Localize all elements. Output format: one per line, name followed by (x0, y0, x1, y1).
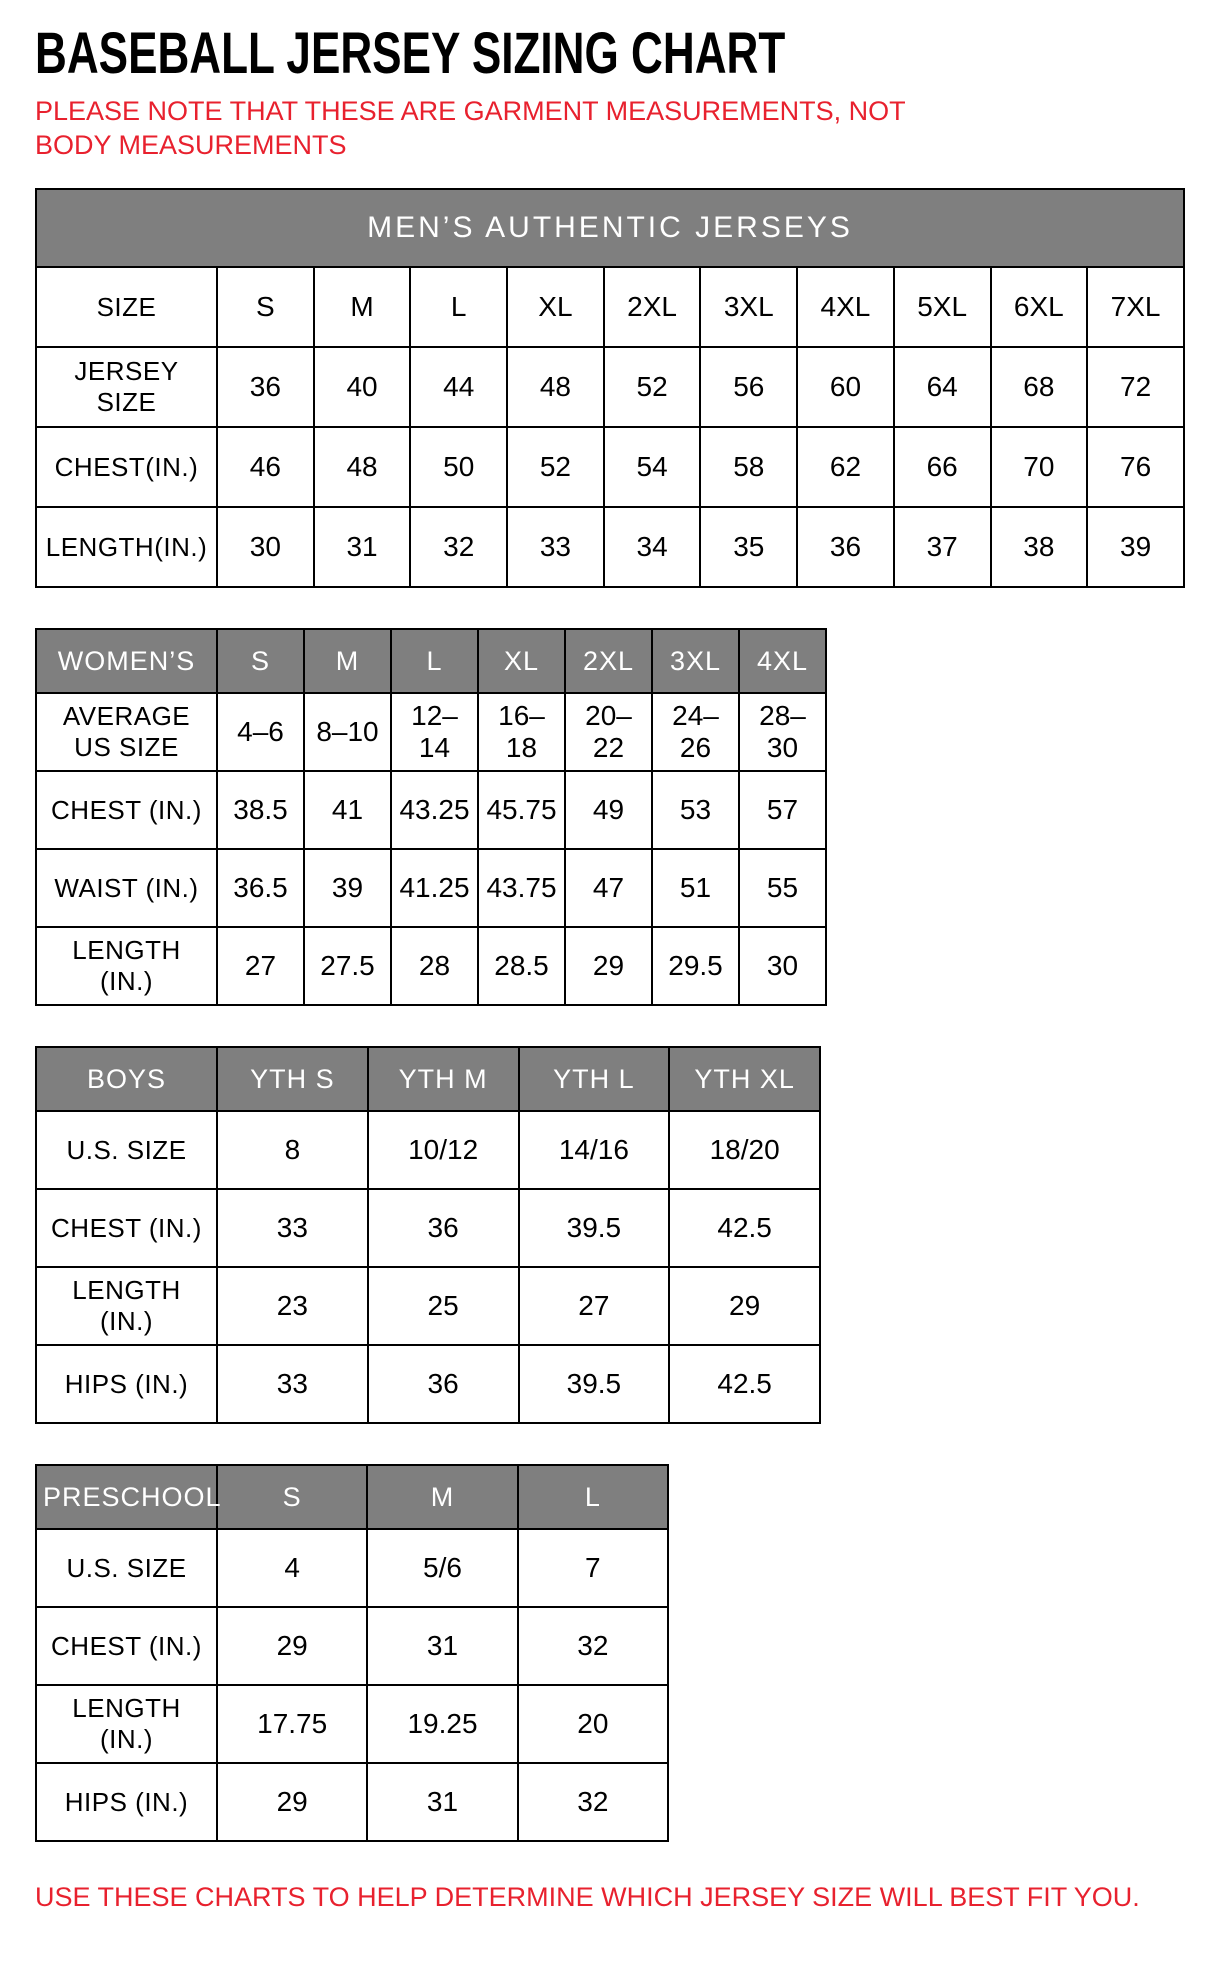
table-cell: 3XL (700, 267, 797, 347)
table-cell: 4XL (797, 267, 894, 347)
table-cell: 62 (797, 427, 894, 507)
table-cell: 60 (797, 347, 894, 427)
table-cell: 2XL (604, 267, 701, 347)
size-column-header: XL (478, 629, 565, 693)
table-cell: 53 (652, 771, 739, 849)
row-label: CHEST (IN.) (36, 1607, 217, 1685)
table-row (36, 1267, 820, 1345)
table-row (36, 267, 1184, 347)
table-cell: 66 (894, 427, 991, 507)
size-column-header: 2XL (565, 629, 652, 693)
table-cell: 20–22 (565, 693, 652, 771)
table-cell: 30 (739, 927, 826, 1005)
table-row (36, 849, 826, 927)
table-header-row (36, 629, 826, 693)
table-row (36, 1345, 820, 1423)
table-group-label: BOYS (36, 1047, 217, 1111)
table-cell: 36 (368, 1189, 519, 1267)
row-label: LENGTH(IN.) (36, 507, 217, 587)
table-cell: 54 (604, 427, 701, 507)
table-cell: 28–30 (739, 693, 826, 771)
row-label: CHEST (IN.) (36, 771, 217, 849)
table-cell: 28.5 (478, 927, 565, 1005)
size-column-header: M (367, 1465, 517, 1529)
row-label: AVERAGE US SIZE (36, 693, 217, 771)
table-cell: 4–6 (217, 693, 304, 771)
table-cell: 55 (739, 849, 826, 927)
table-row (36, 347, 1184, 427)
size-column-header: YTH L (519, 1047, 670, 1111)
table-cell: 16–18 (478, 693, 565, 771)
table-cell: 27 (217, 927, 304, 1005)
table-cell: 32 (518, 1763, 668, 1841)
row-label: U.S. SIZE (36, 1111, 217, 1189)
table-cell: 41 (304, 771, 391, 849)
table-cell: 68 (991, 347, 1088, 427)
table-cell: 40 (314, 347, 411, 427)
table-row (36, 771, 826, 849)
table-cell: 58 (700, 427, 797, 507)
table-cell: 19.25 (367, 1685, 517, 1763)
fit-advice-footer: USE THESE CHARTS TO HELP DETERMINE WHICH JERSEY SIZE WILL BEST FIT YOU. (35, 1882, 1140, 1913)
table-title: MEN’S AUTHENTIC JERSEYS (36, 189, 1184, 267)
table-cell: 36 (368, 1345, 519, 1423)
table-cell: 7XL (1087, 267, 1184, 347)
table-cell: 51 (652, 849, 739, 927)
table-row (36, 1529, 668, 1607)
size-column-header: YTH M (368, 1047, 519, 1111)
table-group-label: PRESCHOOL (36, 1465, 217, 1529)
table-cell: 76 (1087, 427, 1184, 507)
table-cell: 43.75 (478, 849, 565, 927)
table-cell: 33 (507, 507, 604, 587)
table-cell: 49 (565, 771, 652, 849)
table-cell: 8–10 (304, 693, 391, 771)
row-label: HIPS (IN.) (36, 1763, 217, 1841)
table-cell: 6XL (991, 267, 1088, 347)
table-cell: 39.5 (519, 1345, 670, 1423)
garment-measurements-note: PLEASE NOTE THAT THESE ARE GARMENT MEASUREMENTS, NOT BODY MEASUREMENTS (35, 95, 906, 160)
table-cell: 39.5 (519, 1189, 670, 1267)
size-column-header: M (304, 629, 391, 693)
size-column-header: S (217, 1465, 367, 1529)
mens-authentic-jerseys-table (35, 188, 1185, 588)
table-cell: 43.25 (391, 771, 478, 849)
table-header-row (36, 1465, 668, 1529)
table-cell: 29 (669, 1267, 820, 1345)
table-cell: 8 (217, 1111, 368, 1189)
table-cell: 37 (894, 507, 991, 587)
row-label: CHEST(IN.) (36, 427, 217, 507)
table-row (36, 1607, 668, 1685)
table-group-label: WOMEN’S (36, 629, 217, 693)
table-row (36, 693, 826, 771)
preschool-jerseys-table (35, 1464, 669, 1842)
table-cell: 7 (518, 1529, 668, 1607)
table-cell: 10/12 (368, 1111, 519, 1189)
table-cell: 32 (410, 507, 507, 587)
table-cell: 47 (565, 849, 652, 927)
row-label: LENGTH (IN.) (36, 1685, 217, 1763)
table-cell: 52 (604, 347, 701, 427)
row-label: WAIST (IN.) (36, 849, 217, 927)
table-cell: 31 (367, 1607, 517, 1685)
table-cell: 39 (1087, 507, 1184, 587)
table-row (36, 1111, 820, 1189)
table-cell: 50 (410, 427, 507, 507)
row-label: LENGTH (IN.) (36, 1267, 217, 1345)
table-cell: 64 (894, 347, 991, 427)
table-cell: 12–14 (391, 693, 478, 771)
row-label: CHEST (IN.) (36, 1189, 217, 1267)
size-column-header: L (518, 1465, 668, 1529)
size-column-header: 4XL (739, 629, 826, 693)
table-cell: 30 (217, 507, 314, 587)
sizing-chart-page (35, 21, 1185, 1913)
table-cell: 72 (1087, 347, 1184, 427)
page-title: BASEBALL JERSEY SIZING CHART (35, 21, 786, 86)
table-cell: 70 (991, 427, 1088, 507)
table-row (36, 1189, 820, 1267)
boys-jerseys-table (35, 1046, 821, 1424)
table-cell: 35 (700, 507, 797, 587)
table-cell: 29 (217, 1607, 367, 1685)
table-cell: 36.5 (217, 849, 304, 927)
table-cell: 17.75 (217, 1685, 367, 1763)
table-row (36, 427, 1184, 507)
table-cell: 14/16 (519, 1111, 670, 1189)
table-cell: 31 (367, 1763, 517, 1841)
table-cell: 52 (507, 427, 604, 507)
table-row (36, 1763, 668, 1841)
table-cell: 57 (739, 771, 826, 849)
size-column-header: S (217, 629, 304, 693)
table-cell: 46 (217, 427, 314, 507)
table-cell: 48 (507, 347, 604, 427)
table-cell: 33 (217, 1345, 368, 1423)
table-cell: M (314, 267, 411, 347)
table-cell: 38.5 (217, 771, 304, 849)
table-cell: 38 (991, 507, 1088, 587)
table-cell: 44 (410, 347, 507, 427)
table-cell: 48 (314, 427, 411, 507)
table-cell: 5XL (894, 267, 991, 347)
table-cell: 36 (797, 507, 894, 587)
table-cell: 34 (604, 507, 701, 587)
table-row (36, 1685, 668, 1763)
table-cell: 28 (391, 927, 478, 1005)
table-cell: 42.5 (669, 1345, 820, 1423)
table-cell: XL (507, 267, 604, 347)
table-cell: 29 (565, 927, 652, 1005)
row-label: JERSEY SIZE (36, 347, 217, 427)
table-header-row (36, 1047, 820, 1111)
table-row (36, 507, 1184, 587)
table-row (36, 927, 826, 1005)
row-label: LENGTH (IN.) (36, 927, 217, 1005)
table-cell: 33 (217, 1189, 368, 1267)
size-column-header: YTH S (217, 1047, 368, 1111)
table-cell: L (410, 267, 507, 347)
table-title-row (36, 189, 1184, 267)
table-cell: 20 (518, 1685, 668, 1763)
table-cell: 45.75 (478, 771, 565, 849)
size-column-header: 3XL (652, 629, 739, 693)
womens-jerseys-table (35, 628, 827, 1006)
table-cell: 31 (314, 507, 411, 587)
table-cell: S (217, 267, 314, 347)
table-cell: 39 (304, 849, 391, 927)
row-label: HIPS (IN.) (36, 1345, 217, 1423)
row-label: SIZE (36, 267, 217, 347)
table-cell: 18/20 (669, 1111, 820, 1189)
table-cell: 5/6 (367, 1529, 517, 1607)
table-cell: 36 (217, 347, 314, 427)
table-cell: 56 (700, 347, 797, 427)
table-cell: 41.25 (391, 849, 478, 927)
table-cell: 42.5 (669, 1189, 820, 1267)
size-column-header: YTH XL (669, 1047, 820, 1111)
table-cell: 27.5 (304, 927, 391, 1005)
table-cell: 25 (368, 1267, 519, 1345)
table-cell: 29 (217, 1763, 367, 1841)
table-cell: 32 (518, 1607, 668, 1685)
row-label: U.S. SIZE (36, 1529, 217, 1607)
table-cell: 27 (519, 1267, 670, 1345)
size-column-header: L (391, 629, 478, 693)
table-cell: 24–26 (652, 693, 739, 771)
table-cell: 4 (217, 1529, 367, 1607)
table-cell: 29.5 (652, 927, 739, 1005)
table-cell: 23 (217, 1267, 368, 1345)
